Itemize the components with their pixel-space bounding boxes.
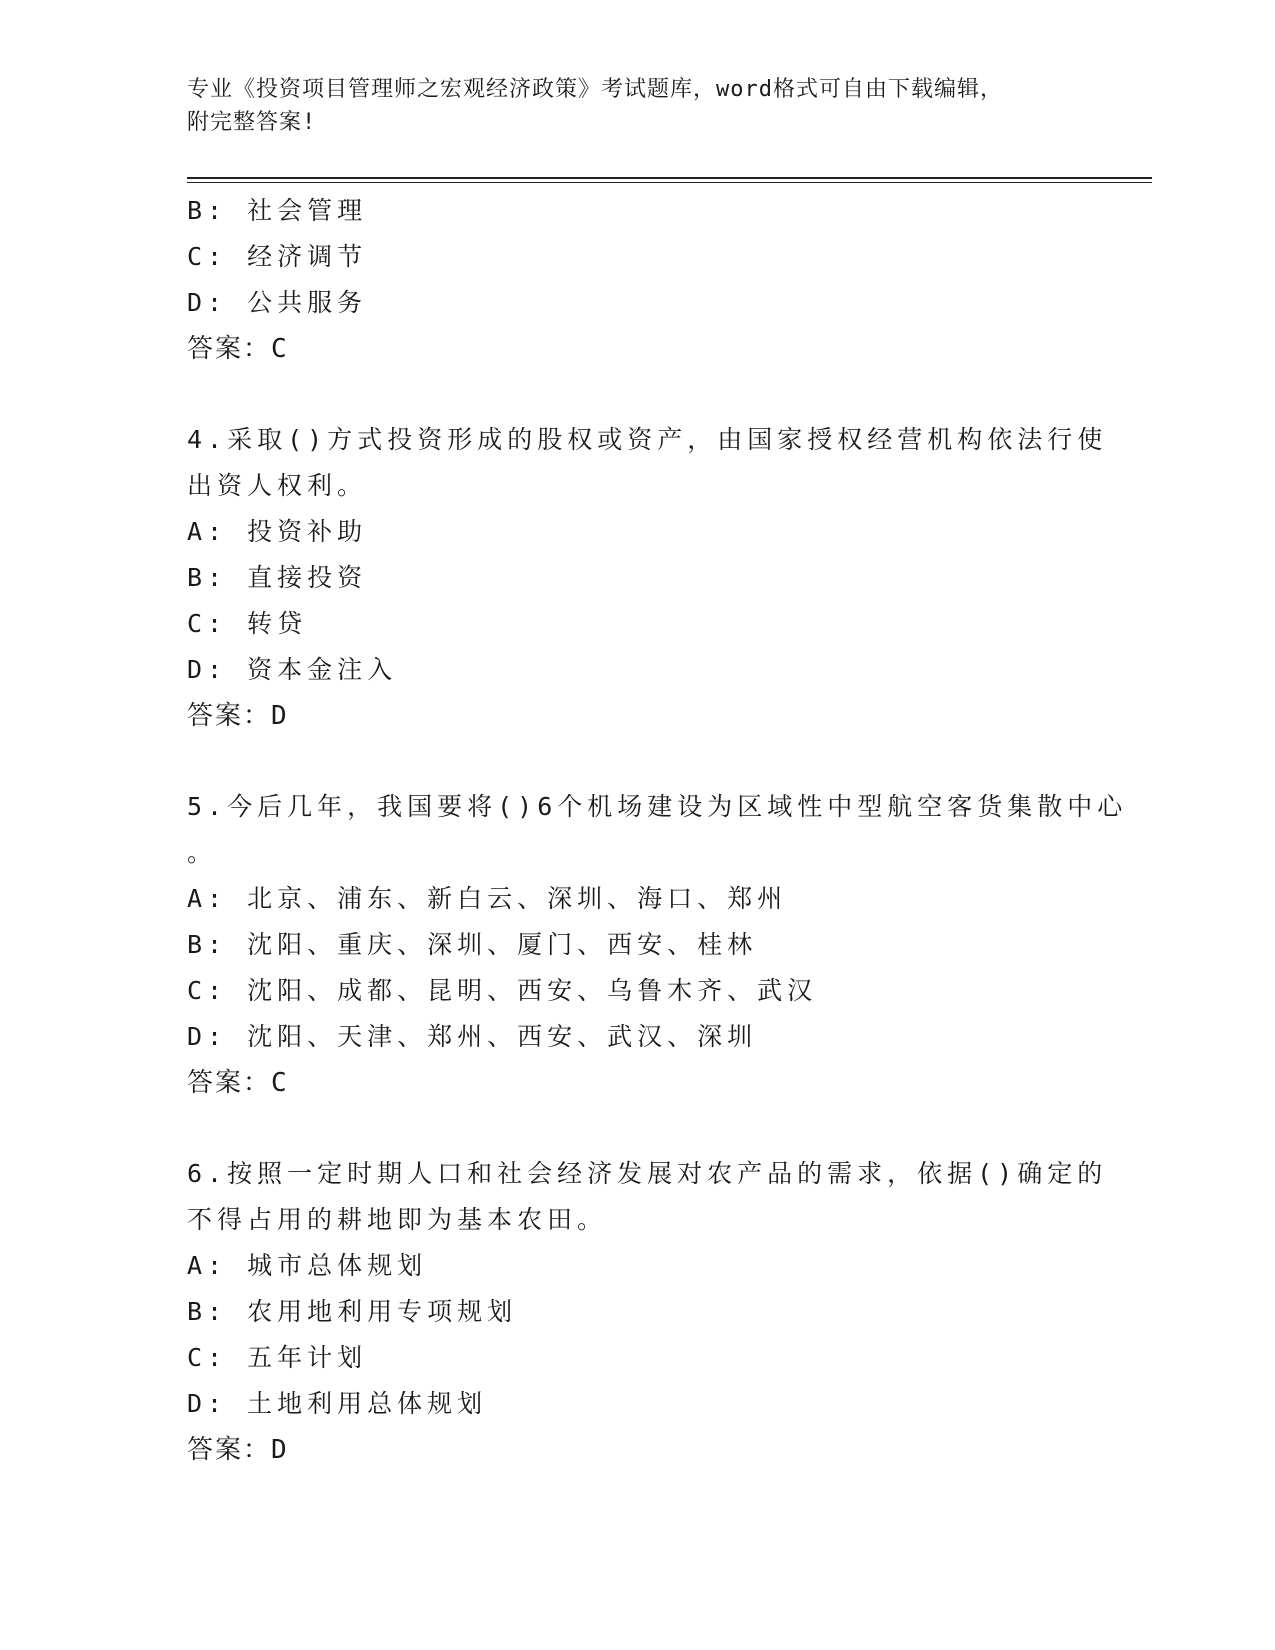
option-d: D: 沈阳、天津、郑州、西安、武汉、深圳	[187, 1022, 758, 1051]
answer-value: C	[271, 334, 289, 364]
header-rule-thin	[187, 182, 1152, 183]
option-c: C: 沈阳、成都、昆明、西安、乌鲁木齐、武汉	[187, 976, 818, 1005]
option-a: A: 投资补助	[187, 517, 368, 546]
question-stem-line-2: 出资人权利。	[187, 471, 368, 500]
answer-line	[187, 1427, 1087, 1473]
question-stem-line-1: 4.采取()方式投资形成的股权或资产，由国家授权经营机构依法行使	[187, 425, 1108, 454]
option-a: A: 城市总体规划	[187, 1251, 428, 1280]
question-list	[187, 188, 1128, 1473]
document-header	[187, 73, 1087, 139]
answer-label: 答案：	[187, 334, 272, 364]
option-c: C: 五年计划	[187, 1343, 368, 1372]
answer-line	[187, 693, 1087, 739]
answer-line	[187, 1060, 1087, 1106]
option-d: D: 土地利用总体规划	[187, 1389, 488, 1418]
question-6	[187, 1151, 1108, 1473]
answer-value: D	[271, 701, 289, 731]
answer-line	[187, 326, 1087, 372]
option-c: C: 经济调节	[187, 242, 368, 271]
question-stem-line-1: 6.按照一定时期人口和社会经济发展对农产品的需求，依据()确定的	[187, 1159, 1108, 1188]
question-stem-line-2: 。	[187, 838, 218, 867]
header-line-2: 附完整答案!	[187, 110, 317, 135]
question-4	[187, 417, 1108, 739]
answer-value: C	[271, 1068, 289, 1098]
option-b: B: 社会管理	[187, 196, 368, 225]
option-a: A: 北京、浦东、新白云、深圳、海口、郑州	[187, 884, 788, 913]
question-stem-line-1: 5.今后几年，我国要将()6个机场建设为区域性中型航空客货集散中心	[187, 792, 1128, 821]
question-5	[187, 784, 1128, 1106]
option-d: D: 公共服务	[187, 288, 368, 317]
answer-label: 答案：	[187, 1435, 272, 1465]
answer-label: 答案：	[187, 701, 272, 731]
option-c: C: 转贷	[187, 609, 308, 638]
question-stem-line-2: 不得占用的耕地即为基本农田。	[187, 1205, 608, 1234]
header-line-1: 专业《投资项目管理师之宏观经济政策》考试题库，word格式可自由下载编辑，	[187, 77, 1003, 102]
question-3	[187, 188, 1087, 372]
option-b: B: 沈阳、重庆、深圳、厦门、西安、桂林	[187, 930, 758, 959]
option-b: B: 直接投资	[187, 563, 368, 592]
answer-label: 答案：	[187, 1068, 272, 1098]
answer-value: D	[271, 1435, 289, 1465]
header-rule-thick	[187, 177, 1152, 179]
option-b: B: 农用地利用专项规划	[187, 1297, 518, 1326]
option-d: D: 资本金注入	[187, 655, 398, 684]
